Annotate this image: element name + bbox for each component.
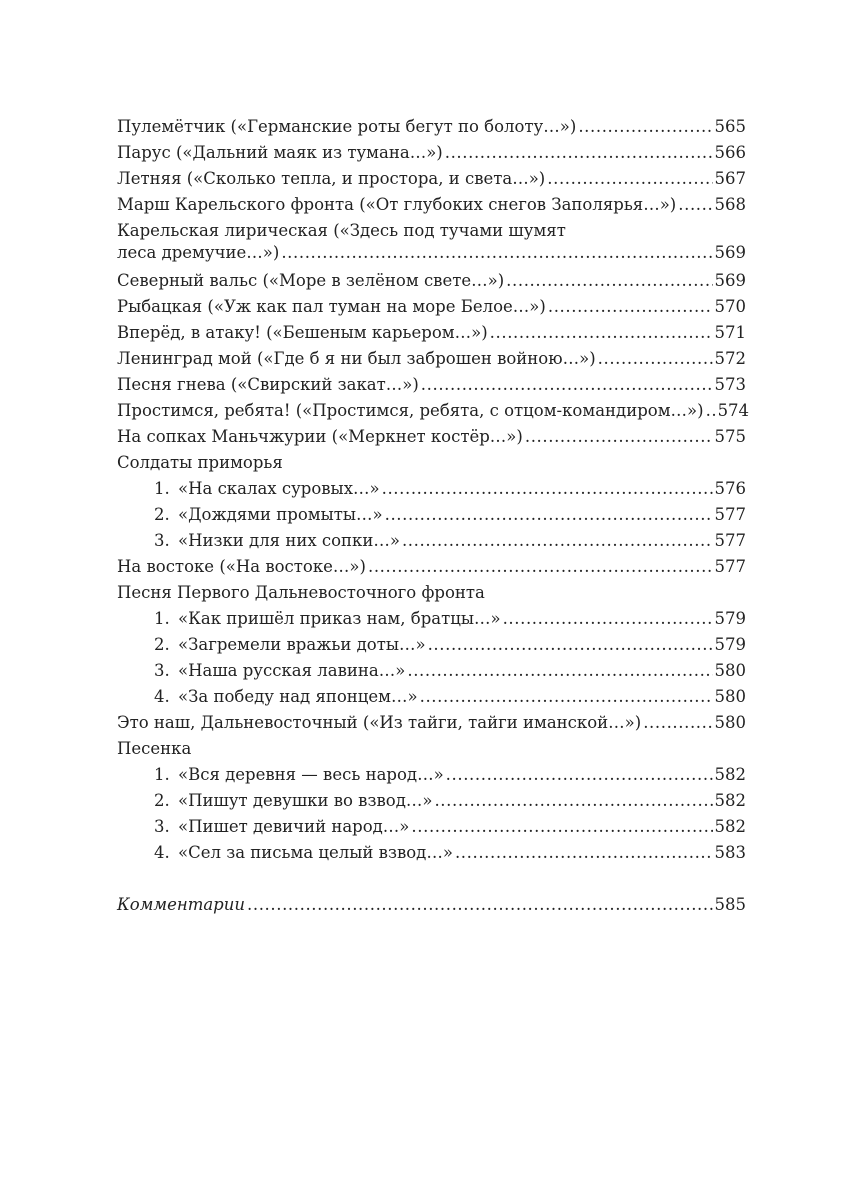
toc-subentry-number: 1. — [154, 479, 170, 498]
toc-subentry-title: «Низки для них сопки…» — [178, 531, 400, 550]
toc-entry-comments[interactable] — [117, 892, 746, 918]
toc-entry-page: 577 — [714, 557, 746, 576]
toc-subentry-number: 1. — [154, 765, 170, 784]
toc-entry-title: Рыбацкая («Уж как пал туман на море Белое…») — [117, 297, 546, 316]
toc-subentry-number: 4. — [154, 843, 170, 862]
dot-leader — [247, 892, 713, 918]
toc-entry-page: 577 — [714, 505, 746, 524]
dot-leader — [428, 632, 713, 658]
toc-subentry-number: 3. — [154, 531, 170, 550]
toc-entry[interactable] — [117, 320, 746, 346]
dot-leader — [446, 762, 713, 788]
toc-entry[interactable] — [117, 268, 746, 294]
toc-subentry[interactable] — [117, 788, 746, 814]
dot-leader — [598, 346, 713, 372]
dot-leader — [434, 788, 712, 814]
toc-entry-page: 577 — [714, 531, 746, 550]
toc-subentry-title: «Вся деревня — весь народ…» — [178, 765, 444, 784]
toc-entry-page: 566 — [714, 143, 746, 162]
dot-leader — [548, 294, 713, 320]
toc-entry-page: 572 — [714, 349, 746, 368]
toc-entry-page: 580 — [714, 661, 746, 680]
toc-entry[interactable] — [117, 398, 750, 424]
toc-entry-page: 568 — [714, 195, 746, 214]
toc-entry-page: 576 — [714, 479, 746, 498]
toc-subentry[interactable] — [117, 632, 746, 658]
toc-entry-title: Комментарии — [117, 895, 245, 914]
toc-entry-page: 582 — [714, 817, 746, 836]
toc-entry-page: 567 — [714, 169, 746, 188]
table-of-contents — [117, 114, 750, 918]
toc-entry[interactable] — [117, 294, 746, 320]
toc-entry[interactable] — [117, 114, 746, 140]
dot-leader — [706, 398, 716, 424]
toc-entry-title: На сопках Маньчжурии («Меркнет костёр…») — [117, 427, 523, 446]
toc-entry[interactable] — [117, 140, 746, 166]
dot-leader — [382, 476, 713, 502]
toc-subentry-number: 1. — [154, 609, 170, 628]
toc-section-heading: Песня Первого Дальневосточного фронта — [117, 583, 485, 602]
toc-subentry[interactable] — [117, 814, 746, 840]
toc-subentry-number: 4. — [154, 687, 170, 706]
toc-entry-page: 579 — [714, 635, 746, 654]
toc-entry-page: 575 — [714, 427, 746, 446]
toc-entry-page: 582 — [714, 791, 746, 810]
toc-entry-title: Простимся, ребята! («Простимся, ребята, с отцом-командиром…») — [117, 401, 704, 420]
toc-subentry[interactable] — [117, 658, 746, 684]
dot-leader — [506, 268, 712, 294]
toc-subentry-title: «Дождями промыты…» — [178, 505, 383, 524]
toc-subentry-number: 2. — [154, 791, 170, 810]
dot-leader — [503, 606, 713, 632]
toc-subentry-title: «Загремели вражьи доты…» — [178, 635, 426, 654]
dot-leader — [411, 814, 712, 840]
dot-leader — [420, 684, 713, 710]
dot-leader — [490, 320, 713, 346]
toc-subentry-number: 2. — [154, 635, 170, 654]
toc-entry-title-line1: Карельская лирическая («Здесь под тучами шумят — [117, 221, 566, 240]
toc-section-heading: Солдаты приморья — [117, 453, 283, 472]
toc-subentry-number: 3. — [154, 817, 170, 836]
toc-subentry-title: «Наша русская лавина…» — [178, 661, 406, 680]
toc-entry-page: 569 — [714, 271, 746, 290]
toc-entry[interactable] — [117, 372, 746, 398]
toc-entry-page: 582 — [714, 765, 746, 784]
toc-subentry-title: «Пишет девичий народ…» — [178, 817, 410, 836]
toc-subentry-number: 3. — [154, 661, 170, 680]
toc-subentry-title: «На скалах суровых…» — [178, 479, 380, 498]
dot-leader — [421, 372, 713, 398]
toc-subentry-number: 2. — [154, 505, 170, 524]
toc-entry-title: Марш Карельского фронта («От глубоких снегов Заполярья…») — [117, 195, 677, 214]
dot-leader — [445, 140, 713, 166]
dot-leader — [368, 554, 713, 580]
toc-entry-page: 580 — [714, 687, 746, 706]
toc-entry-page: 571 — [714, 323, 746, 342]
toc-entry-line2 — [117, 242, 746, 264]
toc-subentry[interactable] — [117, 606, 746, 632]
toc-subentry-title: «Как пришёл приказ нам, братцы…» — [178, 609, 501, 628]
dot-leader — [402, 528, 713, 554]
toc-entry[interactable] — [117, 192, 746, 218]
toc-entry[interactable] — [117, 166, 746, 192]
toc-subentry[interactable] — [117, 476, 746, 502]
spacer — [117, 866, 746, 892]
dot-leader — [281, 242, 712, 264]
toc-entry-title-line2: леса дремучие…») — [117, 243, 280, 262]
toc-section-heading: Песенка — [117, 739, 192, 758]
toc-entry-title: Песня гнева («Свирский закат…») — [117, 375, 419, 394]
toc-subentry-title: «Пишут девушки во взвод…» — [178, 791, 433, 810]
toc-entry-title: Ленинград мой («Где б я ни был заброшен войною…») — [117, 349, 596, 368]
toc-entry[interactable] — [117, 710, 746, 736]
toc-entry-title: Летняя («Сколько тепла, и простора, и света…») — [117, 169, 546, 188]
toc-entry-title: Пулемётчик («Германские роты бегут по болоту…») — [117, 117, 577, 136]
toc-entry-page: 573 — [714, 375, 746, 394]
toc-subentry-title: «Сел за письма целый взвод…» — [178, 843, 453, 862]
toc-entry-page: 569 — [714, 243, 746, 262]
toc-subentry[interactable] — [117, 502, 746, 528]
toc-entry-page: 580 — [714, 713, 746, 732]
toc-entry-page: 574 — [717, 401, 750, 420]
toc-entry-multiline[interactable] — [117, 220, 746, 264]
toc-subentry[interactable] — [117, 762, 746, 788]
toc-entry[interactable] — [117, 554, 746, 580]
toc-entry-title: На востоке («На востоке…») — [117, 557, 366, 576]
toc-subentry-title: «За победу над японцем…» — [178, 687, 418, 706]
dot-leader — [578, 114, 712, 140]
toc-subentry[interactable] — [117, 528, 746, 554]
toc-subentry[interactable] — [117, 840, 746, 866]
toc-entry[interactable] — [117, 424, 746, 450]
toc-entry-title: Северный вальс («Море в зелёном свете…») — [117, 271, 505, 290]
dot-leader — [407, 658, 712, 684]
dot-leader — [385, 502, 713, 528]
toc-entry-page: 570 — [714, 297, 746, 316]
dot-leader — [547, 166, 712, 192]
toc-entry-page: 585 — [714, 895, 746, 914]
dot-leader — [455, 840, 713, 866]
toc-entry-title: Это наш, Дальневосточный («Из тайги, тайги иманской…») — [117, 713, 642, 732]
dot-leader — [643, 710, 712, 736]
dot-leader — [525, 424, 713, 450]
toc-entry-title: Вперёд, в атаку! («Бешеным карьером…») — [117, 323, 488, 342]
dot-leader — [678, 192, 712, 218]
toc-entry-page: 565 — [714, 117, 746, 136]
toc-entry[interactable] — [117, 346, 746, 372]
toc-entry-page: 583 — [714, 843, 746, 862]
toc-entry-title: Парус («Дальний маяк из тумана…») — [117, 143, 443, 162]
toc-subentry[interactable] — [117, 684, 746, 710]
toc-entry-page: 579 — [714, 609, 746, 628]
